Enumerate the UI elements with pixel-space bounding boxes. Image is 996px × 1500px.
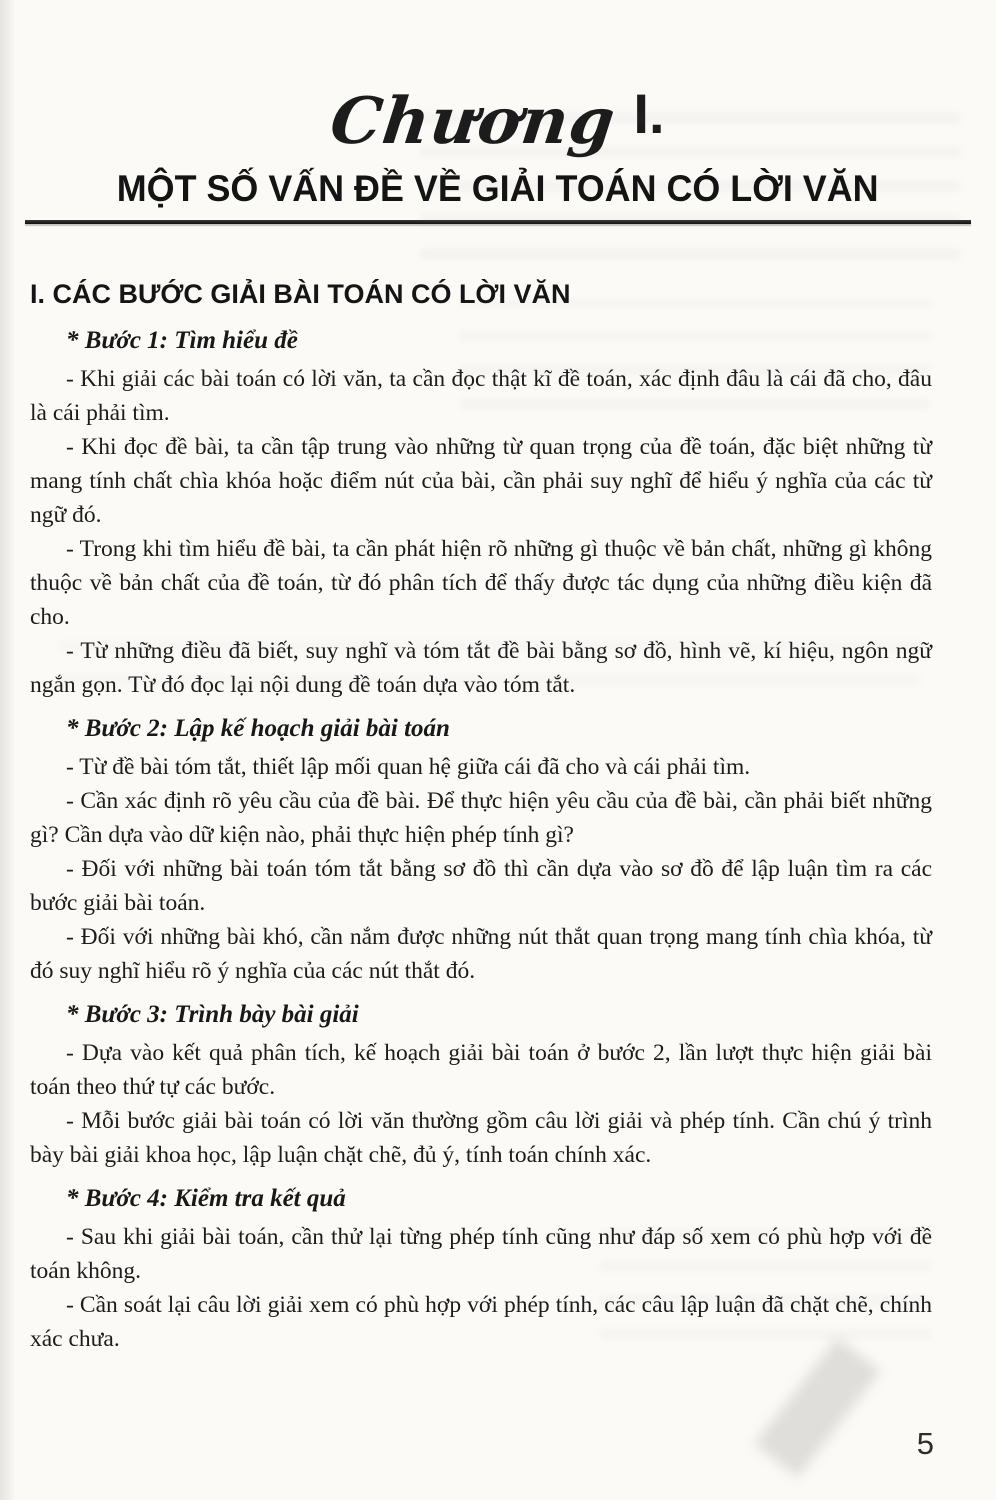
page-number: 5 (916, 1426, 934, 1461)
page-body (0, 224, 996, 1356)
scan-smudge (754, 1337, 880, 1477)
chapter-script-word: Chương (326, 84, 621, 159)
section-heading: I. CÁC BƯỚC GIẢI BÀI TOÁN CÓ LỜI VĂN (30, 278, 571, 309)
step-1-heading: * Bước 1: Tìm hiểu đề (66, 326, 298, 354)
paragraph: - Cần xác định rõ yêu cầu của đề bài. Để thực hiện yêu cầu của đề bài, cần phải biết những gì? Cần dựa vào dữ kiện nào, phải thực hiện phép tính gì? (30, 787, 932, 848)
paragraph: - Trong khi tìm hiểu đề bài, ta cần phát hiện rõ những gì thuộc về bản chất, những gì không thuộc về bản chất của đề toán, từ đó phân tích để thấy được tác dụng của những điều kiện đã cho. (30, 535, 932, 630)
paragraph: - Mỗi bước giải bài toán có lời văn thường gồm câu lời giải và phép tính. Cần chú ý trình bày bài giải khoa học, lập luận chặt chẽ, đủ ý, tính toán chính xác. (30, 1107, 932, 1168)
paragraph: - Cần soát lại câu lời giải xem có phù hợp với phép tính, các câu lập luận đã chặt chẽ, chính xác chưa. (30, 1291, 932, 1352)
chapter-title: MỘT SỐ VẤN ĐỀ VỀ GIẢI TOÁN CÓ LỜI VĂN (117, 168, 879, 209)
paragraph: - Khi đọc đề bài, ta cần tập trung vào những từ quan trọng của đề toán, đặc biệt những từ mang tính chất chìa khóa hoặc điểm nút của bài, cần phải suy nghĩ để hiểu ý nghĩa của các từ ngữ đó. (30, 433, 932, 528)
step-3-heading: * Bước 3: Trình bày bài giải (66, 1000, 359, 1028)
paragraph: - Từ đề bài tóm tắt, thiết lập mối quan hệ giữa cái đã cho và cái phải tìm. (66, 753, 751, 780)
step-4-heading: * Bước 4: Kiểm tra kết quả (66, 1184, 346, 1212)
paragraph: - Dựa vào kết quả phân tích, kế hoạch giải bài toán ở bước 2, lần lượt thực hiện giải bài toán theo thứ tự các bước. (30, 1039, 932, 1100)
paragraph: - Từ những điều đã biết, suy nghĩ và tóm tắt đề bài bằng sơ đồ, hình vẽ, kí hiệu, ngôn ngữ ngắn gọn. Từ đó đọc lại nội dung đề toán dựa vào tóm tắt. (30, 637, 932, 698)
chapter-header (0, 0, 996, 224)
chapter-title-wrap (0, 168, 996, 211)
chapter-numeral: I. (633, 82, 665, 145)
paragraph: - Đối với những bài toán tóm tắt bằng sơ đồ thì cần dựa vào sơ đồ để lập luận tìm ra các bước giải bài toán. (30, 855, 932, 916)
paragraph: - Khi giải các bài toán có lời văn, ta cần đọc thật kĩ đề toán, xác định đâu là cái đã cho, đâu là cái phải tìm. (30, 365, 932, 426)
step-2-heading: * Bước 2: Lập kế hoạch giải bài toán (66, 714, 450, 742)
paragraph: - Đối với những bài khó, cần nắm được những nút thắt quan trọng mang tính chìa khóa, từ đó suy nghĩ hiểu rõ ý nghĩa của các nút thắt đó. (30, 923, 932, 984)
paragraph: - Sau khi giải bài toán, cần thử lại từng phép tính cũng như đáp số xem có phù hợp với đề toán không. (30, 1223, 932, 1284)
chapter-heading (0, 0, 996, 159)
